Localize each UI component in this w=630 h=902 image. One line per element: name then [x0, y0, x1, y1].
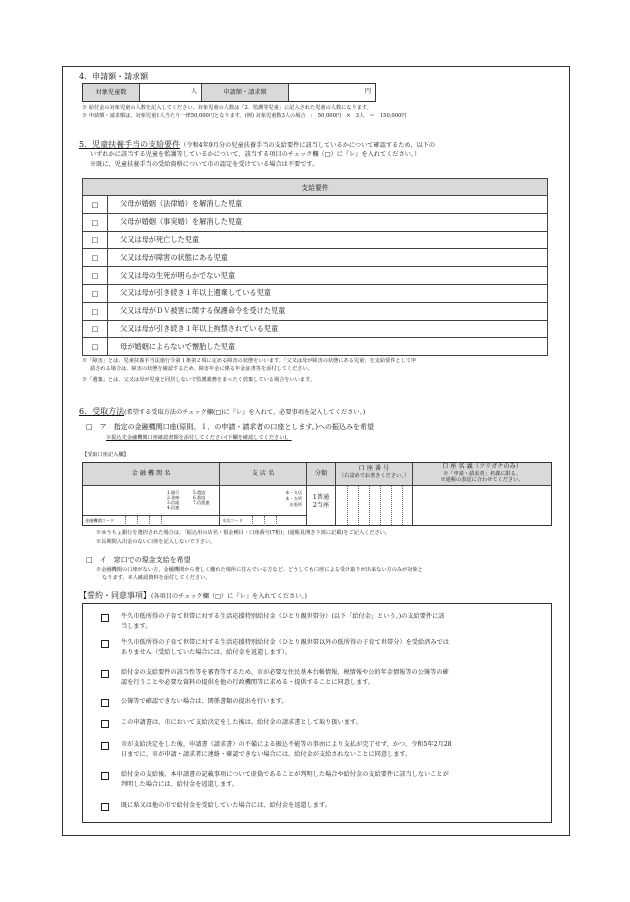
account-holder-title: 口 座 名 義（フリガナのみ） [442, 463, 522, 470]
requirement-text: 父又は母が障害の状態にある児童 [108, 249, 548, 267]
pledge-checkbox-2[interactable] [101, 640, 109, 648]
pledge-checkbox-3[interactable] [101, 670, 109, 678]
pledge-heading-line [79, 591, 567, 601]
branch-kind: 本・支所 [285, 496, 302, 501]
section5-intro1: （令和4年9月分の児童扶養手当の支給要件に該当しているかについて確認するため、以下の [180, 142, 436, 149]
pledge-text [121, 697, 561, 707]
account-type-field[interactable] [307, 486, 336, 525]
digit-box [137, 516, 148, 526]
requirement-text: 父又は母が死亡した児童 [108, 231, 548, 249]
requirement-checkbox-3[interactable]: □ [83, 231, 108, 249]
requirement-checkbox-2[interactable]: □ [83, 213, 108, 231]
digit-box [402, 486, 413, 525]
digit-box [161, 516, 172, 526]
bank-kind: 2.金庫 [167, 495, 180, 500]
section5-note3: ※「遺棄」とは、父又は母が児童と同居しないで監護義務をまったく放棄している場合をいいます。 [82, 377, 316, 383]
digit-box [391, 486, 402, 525]
requirements-header: 支給要件 [83, 179, 548, 196]
account-holder-field[interactable] [413, 486, 551, 525]
digit-box [149, 516, 160, 526]
branch-name-field[interactable] [220, 486, 307, 525]
section5-intro2: いずれかに該当する児童を監護等しているかについて、該当する項目のチェック欄（□）に『レ』を入れてください。） [90, 151, 421, 158]
requirement-checkbox-9[interactable]: □ [83, 338, 108, 356]
option-a-direct-deposit[interactable]: □ ア 指定の金融機関口座(原則、１．の申請・請求者の口座とします。)への振込みを希望 [86, 423, 375, 431]
table-row [83, 231, 548, 249]
requirements-table [82, 178, 548, 356]
pledge-line: 牛久市低所得の子育て世帯に対する生活応援特別給付金（ひとり親世帯以外の低所得の子育て世帯分）を受給済みでは [121, 639, 449, 646]
requirement-checkbox-5[interactable]: □ [83, 267, 108, 285]
pledge-box [82, 603, 552, 823]
pledge-checkbox-1[interactable] [101, 614, 109, 622]
digit-box [276, 516, 287, 526]
account-type-header: 分類 [307, 463, 336, 486]
branch-name-header: 支 店 名 [220, 463, 307, 486]
section4-note1: ※ 給付金の対象児童の人数を記入してください。対象児童の人数は「2．監護等児童」に記入された児童の人数になります。 [82, 105, 372, 111]
pledge-checkbox-5[interactable] [101, 720, 109, 728]
table-row [83, 302, 548, 320]
branch-kinds [285, 490, 302, 508]
digit-box [380, 486, 391, 525]
pledge-text [121, 801, 561, 811]
bank-kind-col1 [167, 490, 179, 510]
pledge-line: 判明した場合には、給付金を返還します。 [121, 781, 239, 788]
children-count-label: 対象児童数 [83, 84, 140, 101]
account-type-checking: 2当座 [312, 502, 330, 509]
account-number-title: 口 座 番 号 [358, 465, 390, 472]
requirement-text: 父母が婚姻（事実婚）を解消した児童 [108, 213, 548, 231]
pledge-checkbox-8[interactable] [101, 803, 109, 811]
section5-heading: 5．児童扶養手当の支給要件 [79, 140, 181, 149]
pledge-line: 牛久市低所得の子育て世帯に対する生活応援特別給付金（ひとり親世帯分）(以下「給付金」という。)の支給要件に該 [121, 613, 445, 620]
section5-intro3: ※既に、児童扶養手当の受給資格について市の認定を受けている場合は不要です。 [90, 161, 319, 168]
pledge-line: 市が支給決定をした後、申請書（請求書）の不備による振込不能等の事由により支払が完了せず、かつ、令和5年2月28 [121, 741, 452, 748]
pledge-line: 日までに、市が申請・請求者に連絡・確認できない場合には、給付金が支給されないことに同意します。 [121, 751, 412, 758]
bank-kind-col2 [193, 490, 210, 505]
option-b-cash-pickup[interactable]: □ イ 窓口での現金支給を希望 [86, 556, 191, 564]
section5-intro-line1 [79, 140, 567, 150]
bank-name-field[interactable] [83, 486, 220, 525]
table-row [83, 284, 548, 302]
branch-kind: 出張所 [289, 502, 302, 507]
digit-box [347, 486, 358, 525]
requirement-text: 父又は母の生死が明らかでない児童 [108, 267, 548, 285]
amount-field[interactable] [289, 84, 375, 101]
pledge-line: 給付金の支給後、本申請書の記載事項について虚偽であることが判明した場合や給付金の支給要件に該当しないことが [121, 771, 449, 778]
pledge-intro: (各項目のチェック欄（□）に『レ』を入れてください。) [151, 593, 307, 600]
pledge-line: 給付金の支給要件の該当性等を審査等するため、市が必要な住民基本台帳情報、税情報や公的年金情報等の公簿等の確 [121, 669, 449, 676]
pledge-text [121, 668, 561, 688]
requirement-checkbox-8[interactable]: □ [83, 320, 108, 338]
pledge-heading: 【誓約・同意事項】 [79, 591, 151, 600]
pledge-checkbox-6[interactable] [101, 742, 109, 750]
digit-box [358, 486, 369, 525]
pledge-line: 公簿等で確認できない場合は、関係書類の提出を行います。 [121, 698, 288, 705]
bank-kind: 3.信組 [167, 500, 180, 505]
digit-box [264, 516, 275, 526]
pledge-text [121, 638, 561, 658]
account-number-field[interactable] [336, 486, 413, 525]
bank-code-label: 金融機関コード [85, 518, 115, 523]
digit-box [252, 516, 263, 526]
requirement-checkbox-7[interactable]: □ [83, 302, 108, 320]
branch-kind: 本・支店 [285, 490, 302, 495]
branch-code-label: 支店コード [222, 518, 243, 523]
pledge-line: 認を行うことや必要な資料の提供を他の行政機関等に求める・提供することに同意します。 [121, 679, 375, 686]
pledge-line: この申請書は、市において支給決定をした後は、給付金の請求書として取り扱います。 [121, 719, 362, 726]
section5-note1: ※「障害」とは、児童扶養手当法施行令第１条第２項に定める障害の状態をいいます。「父又は母が障害の状態にある児童」を支給要件として申 [82, 358, 417, 364]
branch-code-row [220, 515, 306, 526]
table-row [83, 196, 548, 214]
account-number-subtitle: （右詰めでお書きください。） [338, 473, 410, 479]
amount-label: 申請額・請求額 [202, 84, 289, 101]
pledge-text [121, 740, 561, 760]
account-holder-header [413, 463, 551, 486]
account-holder-note1: ※「申請・請求者」名義に限る。 [443, 471, 521, 477]
pledge-line: ありません（受給していた場合には、給付金を返還します）。 [121, 649, 292, 656]
pledge-text [121, 770, 561, 790]
pledge-line: 既に県又は他の市で給付金を受給していた場合には、給付金を返還します。 [121, 802, 331, 809]
requirement-text: 父又は母がＤＶ被害に関する保護命令を受けた児童 [108, 302, 548, 320]
pledge-checkbox-7[interactable] [101, 772, 109, 780]
section4-heading: 4．申請額・請求額 [79, 72, 149, 81]
requirement-text: 父又は母が引き続き１年以上拘禁されている児童 [108, 320, 548, 338]
table-row [83, 267, 548, 285]
bank-kind: 6.漁協 [193, 495, 206, 500]
amount-table [82, 83, 376, 102]
section4-note2: ※ 申請額・請求額は、対象児童1人当たり一律50,000円となります。(例) 対象児童数3人の場合 : 50,000円 × 3人 ＝ 150,000円 [82, 113, 407, 119]
bank-account-table [82, 462, 552, 526]
option-a-note: ※振込先金融機関口座確認書類を添付してください(下欄を確認してください)。 [106, 435, 292, 441]
bank-block-title: 【受取口座記入欄】 [82, 452, 129, 458]
bank-kind: 4.信連 [167, 505, 180, 510]
requirement-text: 父又は母が引き続き１年以上遺棄している児童 [108, 284, 548, 302]
requirement-text: 母が婚姻によらないで懐胎した児童 [108, 338, 548, 356]
bank-name-header: 金 融 機 関 名 [83, 463, 220, 486]
digit-box [125, 516, 136, 526]
pledge-text [121, 612, 561, 632]
section6-heading: 6．受取方法 [79, 407, 125, 416]
option-b-note1: ※金融機関の口座がない方、金融機関から著しく離れた場所に住んでいる方など、どうしても口座による受け取りが出来ない方のみが対象と [96, 567, 423, 573]
account-type-ordinary: 1普通 [312, 494, 330, 501]
table-row [83, 320, 548, 338]
account-holder-note2: ※通帳の表記に合わせてください。 [440, 477, 524, 483]
digit-box [369, 486, 380, 525]
children-count-field[interactable] [139, 84, 202, 101]
requirement-text: 父母が婚姻（法律婚）を解消した児童 [108, 196, 548, 214]
section6-intro: (希望する受取方法のチェック欄(□)に『レ』を入れて、必要事項を記入してください。) [124, 409, 366, 416]
bank-code-row [83, 515, 219, 526]
yucho-note: ※ゆうちょ銀行を選択された場合は、「振込用の店名・預金種目・口座番号(7桁)」(通帳見開き下部に記載)をご記入ください。 [96, 530, 391, 536]
option-b-note2: なります。本人確認資料を添付してください。 [102, 575, 211, 581]
pledge-line: 当します。 [121, 623, 152, 630]
children-count-unit: 人 [190, 88, 197, 95]
requirement-checkbox-1[interactable]: □ [83, 196, 108, 214]
bank-kind: 7.信漁連 [193, 500, 210, 505]
section6-heading-line [79, 407, 567, 417]
dormant-account-note: ※長期間入出金のない口座を記入しないで下さい。 [96, 539, 216, 545]
requirement-checkbox-4[interactable]: □ [83, 249, 108, 267]
table-row [83, 338, 548, 356]
bank-kind: 5.農協 [193, 490, 206, 495]
table-row [83, 249, 548, 267]
section5-note2: 請される場合は、障害の状態を確認するため、障害年金に係る年金証書等を添付してください。 [90, 366, 313, 372]
bank-kind: 1.銀行 [167, 490, 180, 495]
account-number-header [336, 463, 413, 486]
pledge-text [121, 718, 561, 728]
amount-unit: 円 [364, 88, 371, 95]
requirement-checkbox-6[interactable]: □ [83, 284, 108, 302]
table-row [83, 213, 548, 231]
pledge-checkbox-4[interactable] [101, 699, 109, 707]
